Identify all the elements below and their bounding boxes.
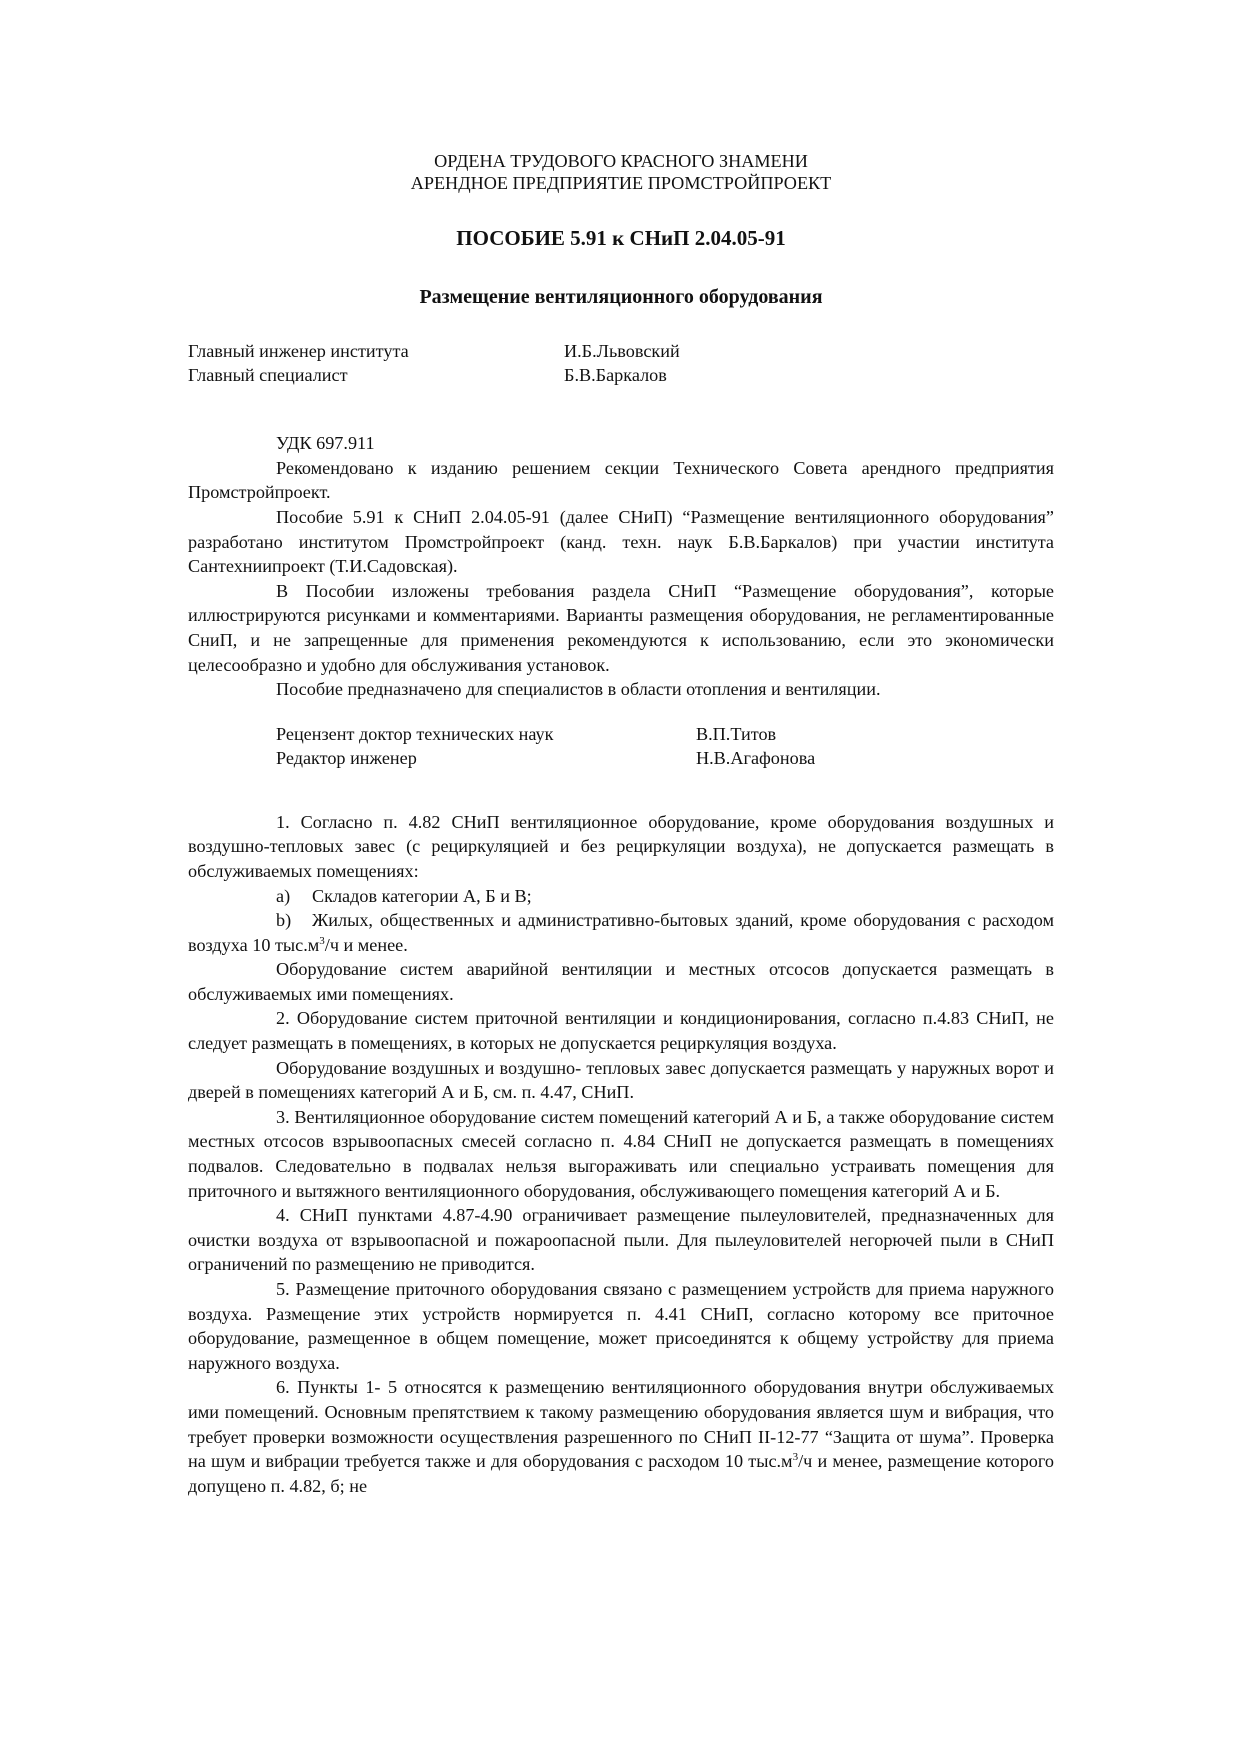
list-marker: a) (276, 885, 291, 906)
section-6-paragraph (188, 1375, 1054, 1498)
author-name: И.Б.Львовский (564, 341, 680, 362)
organization-header (188, 150, 1054, 194)
section-2-paragraph: 2. Оборудование систем приточной вентиляции и кондиционирования, согласно п.4.83 СНиП, не следует размещать в помещениях, в которых не допускается рециркуляция воздуха. (188, 1008, 1054, 1054)
reviewer-role: Рецензент доктор технических наук (276, 723, 554, 744)
author-row (188, 339, 1054, 363)
intro-paragraph: В Пособии изложены требования раздела СНиП “Размещение оборудования”, которые иллюстрируются рисунками и комментариями. Варианты размещения оборудования, не регламентированные СниП, и не запрещенные для применения рекомендуются к использованию, если это экономически целесообразно и удобно для обслуживания установок. (188, 580, 1054, 675)
author-name: Б.В.Баркалов (564, 365, 667, 386)
udk-code: УДК 697.911 (276, 433, 375, 454)
section-4-paragraph: 4. СНиП пунктами 4.87-4.90 ограничивает размещение пылеуловителей, предназначенных для очистки воздуха от взрывоопасной и пожароопасной пыли. Для пылеуловителей негорючей пыли в СНиП ограничений по размещению не приводится. (188, 1205, 1054, 1275)
list-item-text: Жилых, общественных и административно-бытовых зданий, кроме оборудования с расходом воздуха 10 тыс.м (188, 910, 1054, 955)
section-2-note: Оборудование воздушных и воздушно- тепловых завес допускается размещать у наружных ворот и дверей в помещениях категорий А и Б, см. п. 4.47, СНиП. (188, 1057, 1054, 1103)
author-row (188, 363, 1054, 387)
section-6-text-end: /ч и менее, размещение которого допущено п. 4.82, б; не (188, 1451, 1055, 1496)
reviewer-row (276, 746, 1054, 770)
document-page (188, 150, 1054, 1498)
reviewer-role: Редактор инженер (276, 747, 417, 768)
section-1-note: Оборудование систем аварийной вентиляции и местных отсосов допускается размещать в обслуживаемых ими помещениях. (188, 959, 1054, 1004)
authors-block (188, 339, 1054, 387)
section-6-text: 6. Пункты 1- 5 относятся к размещению вентиляционного оборудования внутри обслуживаемых ими помещений. Основным препятствием к такому размещению оборудования является шум и вибрация, что требует проверки возможности осуществления разрешенного по СНиП II-12-77 “Защита от шума”. Проверка на шум и вибрации требуется также и для оборудования с расходом 10 тыс.м (188, 1377, 1054, 1472)
reviewer-name: Н.В.Агафонова (696, 747, 816, 768)
superscript: 3 (792, 1451, 799, 1464)
section-3-paragraph: 3. Вентиляционное оборудование систем помещений категорий А и Б, а также оборудование систем местных отсосов взрывоопасных смесей согласно п. 4.84 СНиП не допускается размещать в помещениях подвалов. Следовательно в подвалах нельзя выгораживать или специально устраивать помещения для приточного и вытяжного вентиляционного оборудования, обслуживающего помещения категорий А и Б. (188, 1106, 1054, 1201)
list-item-text-end: /ч и менее. (324, 934, 408, 955)
reviewer-name: В.П.Титов (696, 723, 777, 744)
intro-paragraph: Пособие 5.91 к СНиП 2.04.05-91 (далее СНиП) “Размещение вентиляционного оборудования” разработано институтом Промстройпроект (канд. техн. наук Б.В.Баркалов) при участии института Сантехниипроект (Т.И.Садовская). (188, 506, 1054, 577)
list-item-text: Складов категории А, Б и В; (312, 885, 532, 906)
superscript: 3 (319, 934, 325, 947)
reviewer-row (276, 722, 1054, 746)
org-line-1: ОРДЕНА ТРУДОВОГО КРАСНОГО ЗНАМЕНИ (434, 151, 808, 171)
org-line-2: АРЕНДНОЕ ПРЕДПРИЯТИЕ ПРОМСТРОЙПРОЕКТ (410, 173, 832, 193)
author-role: Главный специалист (188, 365, 348, 386)
document-title: ПОСОБИЕ 5.91 к СНиП 2.04.05-91 (456, 226, 786, 250)
list-item-b (188, 908, 1054, 957)
intro-paragraph: Пособие предназначено для специалистов в области отопления и вентиляции. (276, 679, 881, 700)
reviewers-block (276, 722, 1054, 770)
section-1-paragraph: 1. Согласно п. 4.82 СНиП вентиляционное оборудование, кроме оборудования воздушных и воздушно-тепловых завес (с рециркуляцией и без рециркуляции воздуха), не допускается размещать в обслуживаемых помещениях: (188, 811, 1054, 881)
list-item-a (188, 884, 1054, 909)
section-5-paragraph: 5. Размещение приточного оборудования связано с размещением устройств для приема наружного воздуха. Размещение этих устройств нормируется п. 4.41 СНиП, согласно которому все приточное оборудование, размещенное в общем помещение, может присоединятся к общему устройству для приема наружного воздуха. (188, 1279, 1054, 1373)
intro-paragraph: Рекомендовано к изданию решением секции Технического Совета арендного предприятия Промстройпроект. (188, 457, 1054, 503)
list-marker: b) (276, 910, 292, 931)
author-role: Главный инженер института (188, 341, 409, 362)
document-subtitle: Размещение вентиляционного оборудования (419, 285, 823, 308)
